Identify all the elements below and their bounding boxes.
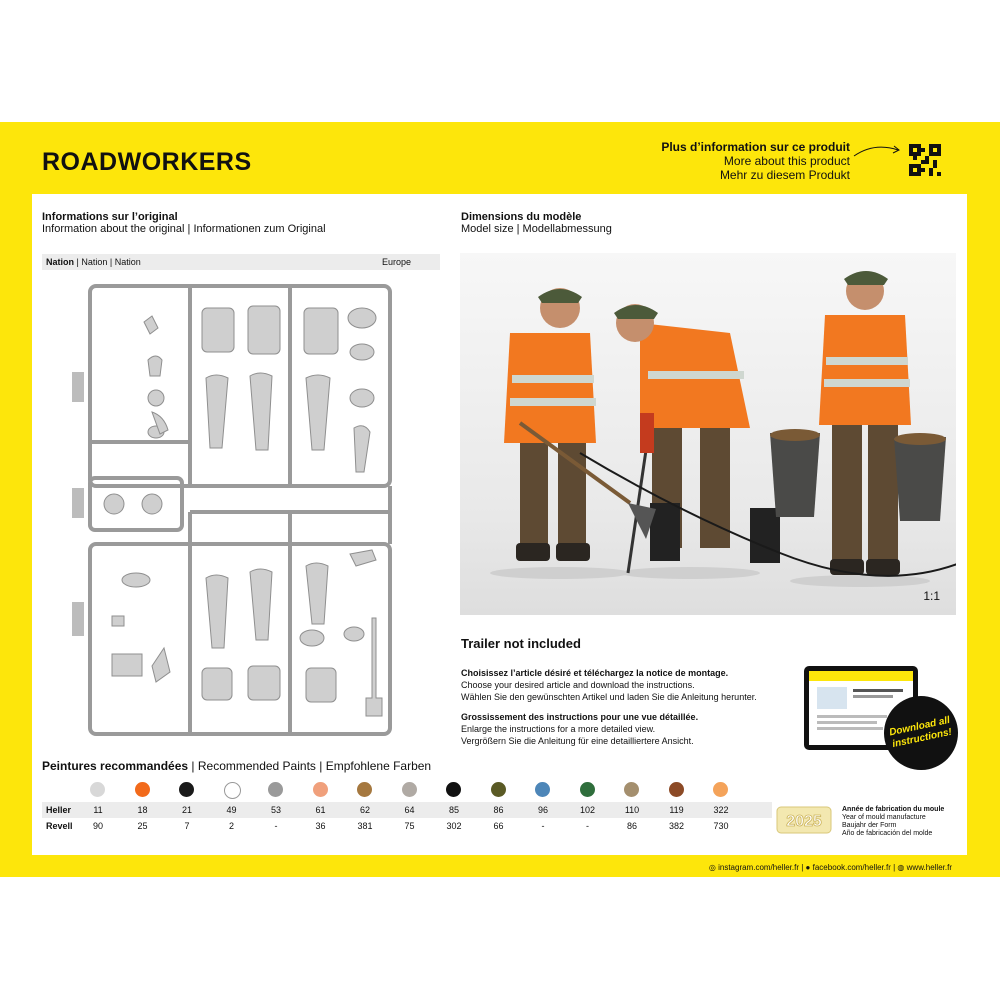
revell-code: 2 (228, 821, 234, 831)
sprue-illustration (72, 282, 412, 737)
product-sheet (0, 122, 1000, 877)
heller-code: 11 (93, 805, 103, 815)
instr-p2-de: Vergrößern Sie die Anleitung für eine detailliertere Ansicht. (461, 736, 694, 746)
more-info-en: More about this product (723, 154, 850, 168)
paint-swatch (135, 782, 150, 797)
heller-code: 62 (359, 805, 370, 815)
model-photo (460, 253, 956, 615)
paint-swatch (713, 782, 728, 797)
revell-label: Revell (46, 821, 73, 831)
instr-p2-en: Enlarge the instructions for a more detailed view. (461, 724, 656, 734)
arrow-icon (852, 142, 904, 162)
revell-code: 381 (357, 821, 373, 831)
paint-swatch (446, 782, 461, 797)
heller-code: 18 (137, 805, 148, 815)
revell-code: - (586, 821, 589, 831)
dimensions-heading (461, 211, 612, 235)
original-info-heading (42, 211, 326, 235)
instr-p1-en: Choose your desired article and download the instructions. (461, 680, 695, 690)
paint-swatch (491, 782, 506, 797)
download-instructions-badge[interactable]: Download all instructions! (877, 689, 965, 777)
original-title: Informations sur l’original (42, 211, 178, 223)
revell-code: 382 (668, 821, 685, 831)
instr-p2-fr: Grossissement des instructions pour une vue détaillée. (461, 712, 699, 722)
paint-table (42, 780, 772, 834)
heller-code: 64 (404, 805, 415, 815)
paints-title: Peintures recommandées | Recommended Paints | Empfohlene Farben (42, 759, 432, 773)
revell-code: 302 (446, 821, 462, 831)
more-info-fr: Plus d’information sur ce produit (661, 140, 850, 154)
revell-code: 66 (493, 821, 504, 831)
qr-code-icon[interactable] (909, 144, 941, 176)
more-info-link[interactable] (661, 140, 850, 182)
paint-swatch (268, 782, 283, 797)
heller-code: 21 (181, 805, 192, 815)
heller-code: 49 (226, 805, 237, 815)
dimensions-subtitle: Model size | Modellabmessung (461, 223, 612, 235)
paint-swatch (402, 782, 417, 797)
revell-code: 730 (713, 821, 729, 831)
heller-code: 61 (315, 805, 326, 815)
heller-code: 96 (537, 805, 548, 815)
paint-swatch (224, 782, 241, 799)
instagram-icon: ◎ (708, 863, 716, 872)
paint-swatch (313, 782, 328, 797)
heller-code: 119 (669, 805, 684, 815)
revell-code: 36 (315, 821, 326, 831)
revell-code: 90 (92, 821, 103, 831)
nation-label: Nation | Nation | Nation (46, 257, 141, 267)
paint-swatch (580, 782, 595, 797)
paint-swatch (179, 782, 194, 797)
content-panel (32, 194, 967, 855)
nation-row (42, 254, 440, 270)
facebook-icon: ● (805, 863, 811, 872)
heller-row (42, 802, 772, 818)
revell-code: 25 (137, 821, 148, 831)
dimensions-title: Dimensions du modèle (461, 211, 582, 223)
mould-year-text: Année de fabrication du moule Year of mould manufacture Baujahr der Form Año de fabricación del molde (842, 806, 945, 837)
nation-value: Europe (382, 257, 412, 267)
facebook-link[interactable]: facebook.com/heller.fr (812, 863, 891, 872)
heller-code: 86 (493, 805, 504, 815)
mould-year-badge (776, 806, 832, 834)
paint-swatch (535, 782, 550, 797)
page-title: ROADWORKERS (42, 148, 252, 176)
instructions-text (461, 667, 791, 755)
globe-icon: ◍ (897, 863, 905, 872)
trailer-note: Trailer not included (461, 636, 581, 651)
website-link[interactable]: www.heller.fr (906, 863, 952, 872)
revell-code: - (274, 821, 278, 831)
scale-label: 1:1 (923, 589, 940, 603)
original-subtitle: Information about the original | Informationen zum Original (42, 223, 326, 235)
revell-code: 86 (626, 821, 637, 831)
heller-label: Heller (46, 805, 72, 815)
heller-code: 110 (624, 805, 640, 815)
revell-row (42, 818, 772, 834)
paint-swatch (669, 782, 684, 797)
paint-swatch (357, 782, 372, 797)
roadworkers-figures-illustration (460, 253, 956, 615)
heller-code: 322 (713, 805, 729, 815)
mould-year: 2025 (786, 813, 822, 830)
instagram-link[interactable]: instagram.com/heller.fr (718, 863, 800, 872)
paint-swatch (624, 782, 639, 797)
revell-code: 7 (184, 821, 190, 831)
revell-code: - (541, 821, 545, 831)
instr-p1-de: Wählen Sie den gewünschten Artikel und laden Sie die Anleitung herunter. (461, 692, 757, 702)
paint-swatches (42, 780, 772, 802)
heller-code: 85 (448, 805, 459, 815)
revell-code: 75 (404, 821, 415, 831)
paint-swatch (90, 782, 105, 797)
more-info-de: Mehr zu diesem Produkt (719, 168, 850, 182)
heller-code: 102 (579, 805, 596, 815)
instr-p1-fr: Choisissez l’article désiré et téléchargez la notice de montage. (461, 668, 729, 678)
social-footer: ◎ instagram.com/heller.fr | ● facebook.com/heller.fr | ◍ www.heller.fr (708, 863, 952, 872)
heller-code: 53 (270, 805, 281, 815)
